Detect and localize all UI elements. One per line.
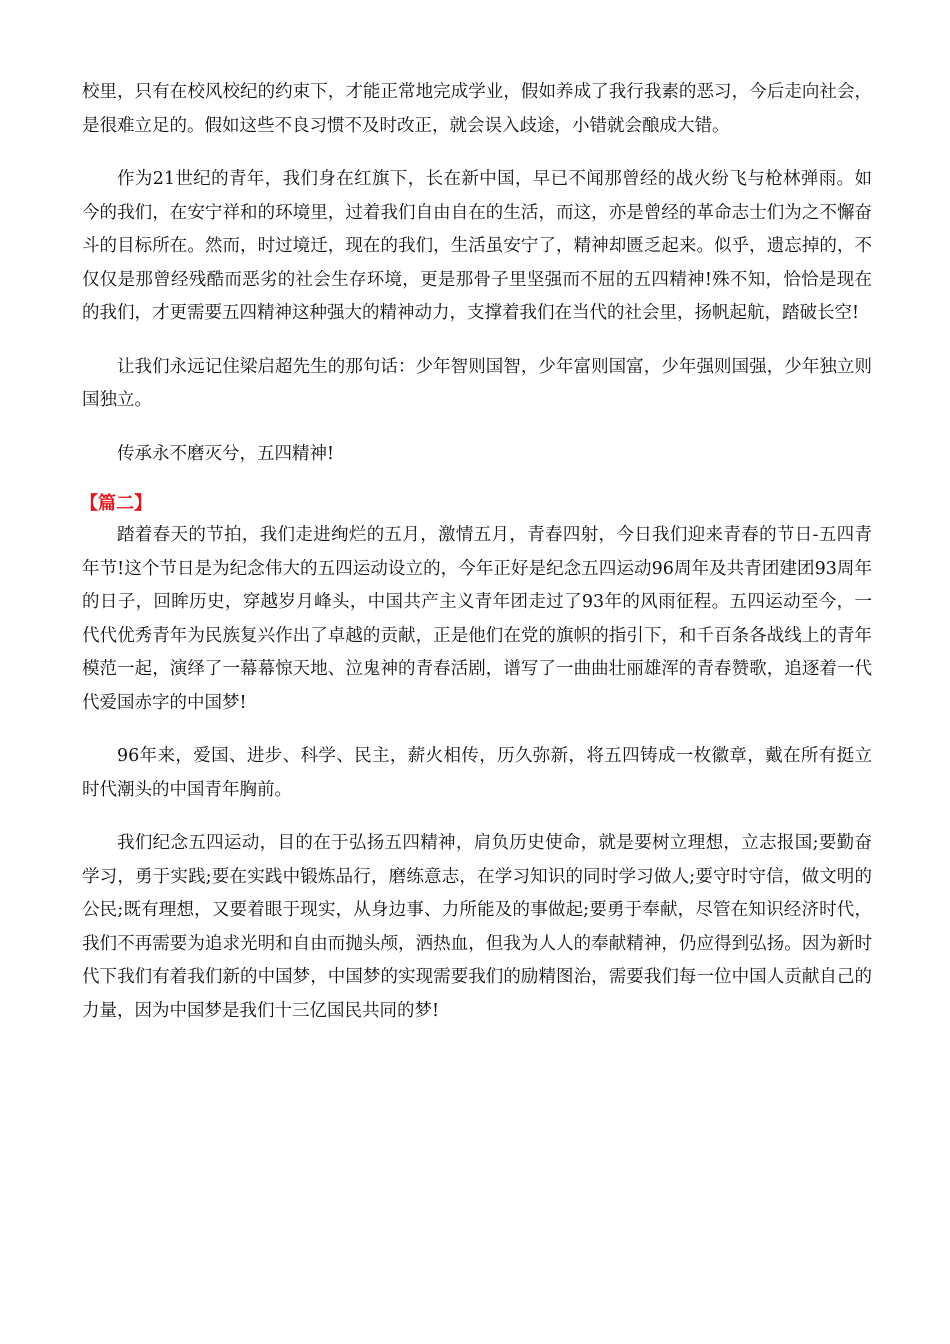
paragraph-may-fourth-intro: 踏着春天的节拍，我们走进绚烂的五月，激情五月，青春四射，今日我们迎来青春的节日-五四青年节!这个节日是为纪念伟大的五四运动设立的，今年正好是纪念五四运动96周年及共青团建团93周年的日子，回眸历史，穿越岁月峰头，中国共产主义青年团走过了93年的风雨征程。五四运动至今，一代代优秀青年为民族复兴作出了卓越的贡献，正是他们在党的旗帜的指引下，和千百条各战线上的青年模范一起，演绎了一幕幕惊天地、泣鬼神的青春活剧，谱写了一曲曲壮丽雄浑的青春赞歌，追逐着一代代爱国赤字的中国梦! xyxy=(82,525,872,713)
paragraph-commemorate: 我们纪念五四运动，目的在于弘扬五四精神，肩负历史使命，就是要树立理想，立志报国;要勤奋学习，勇于实践;要在实践中锻炼品行，磨练意志，在学习知识的同时学习做人;要守时守信，做文明的公民;既有理想，又要着眼于现实，从身边事、力所能及的事做起;要勇于奉献，尽管在知识经济时代，我们不再需要为追求光明和自由而抛头颅，洒热血，但我为人人的奉献精神，仍应得到弘扬。因为新时代下我们有着我们新的中国梦，中国梦的实现需要我们的励精图治，需要我们每一位中国人贡献自己的力量，因为中国梦是我们十三亿国民共同的梦! xyxy=(82,833,872,1021)
paragraph-youth-21st-century: 作为21世纪的青年，我们身在红旗下，长在新中国，早已不闻那曾经的战火纷飞与枪林弹雨。如今的我们，在安宁祥和的环境里，过着我们自由自在的生活，而这，亦是曾经的革命志士们为之不懈奋斗的目标所在。然而，时过境迁，现在的我们，生活虽安宁了，精神却匮乏起来。似乎，遗忘掉的，不仅仅是那曾经残酷而恶劣的社会生存环境，更是那骨子里坚强而不屈的五四精神!殊不知，恰恰是现在的我们，才更需要五四精神这种强大的精神动力，支撑着我们在当代的社会里，扬帆起航，踏破长空! xyxy=(82,169,872,323)
document-page xyxy=(82,76,872,1048)
paragraph-closing-line: 传承永不磨灭兮，五四精神! xyxy=(117,443,335,464)
paragraph-continuation: 校里，只有在校风校纪的约束下，才能正常地完成学业，假如养成了我行我素的恶习，今后走向社会，是很难立足的。假如这些不良习惯不及时改正，就会误入歧途，小错就会酿成大错。 xyxy=(82,82,872,136)
paragraph-96-years: 96年来，爱国、进步、科学、民主，薪火相传，历久弥新，将五四铸成一枚徽章，戴在所有挺立时代潮头的中国青年胸前。 xyxy=(82,746,872,800)
paragraph-liang-qichao-quote: 让我们永远记住梁启超先生的那句话：少年智则国智，少年富则国富，少年强则国强，少年独立则国独立。 xyxy=(82,356,872,410)
section-heading: 【篇二】 xyxy=(80,493,152,514)
